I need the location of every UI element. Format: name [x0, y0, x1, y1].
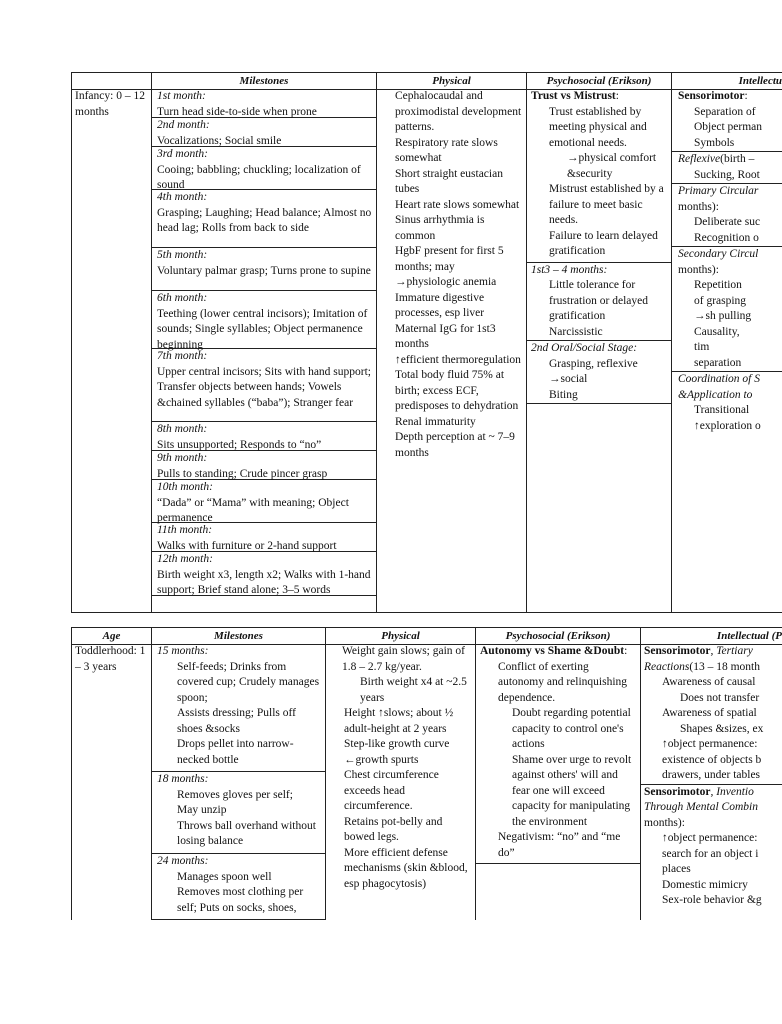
milestone-month-12: 12th month: Birth weight x3, length x2; Walks with 1-hand support; Brief stand alone; 3–5 words: [152, 552, 376, 596]
age-column: [72, 73, 152, 613]
intellectual-body: [672, 89, 782, 613]
toddler-physical-list: Weight gain slows; gain of 1.8 – 2.7 kg/year. Birth weight x4 at ~2.5 years Height ↑slows; about ½ adult-height at 2 years Step-like growth curve ←growth spurts Chest circumference exceeds head circumference. Retains pot-belly and bowed legs. More efficient defense mechanisms (skin &blood, esp phagocytosis): [342, 645, 468, 890]
secondary-circular-box: Secondary Circul months): Repetition of grasping →sh pulling Causality, tim separation: [672, 247, 782, 372]
physical-column: [377, 73, 527, 613]
age-cell: Infancy: 0 – 12 months: [75, 90, 145, 118]
psychosocial-header-2: Psychosocial (Erikson): [476, 628, 640, 645]
age-header-2: Age: [72, 628, 151, 645]
physical-item: Renal immaturity: [395, 415, 476, 428]
oral-social-stage-box: 2nd Oral/Social Stage: Grasping, reflexive →social Biting: [527, 341, 671, 404]
milestone-month-11: 11th month: Walks with furniture or 2-hand support: [152, 523, 376, 552]
physical-item: Maternal IgG for 1st3 months: [395, 322, 496, 350]
early-months-box: 1st3 – 4 months: Little tolerance for frustration or delayed gratification Narcissistic: [527, 263, 671, 342]
toddler-intellectual-body: [641, 644, 782, 920]
psychosocial-column-2: [476, 628, 641, 920]
milestone-month-3: 3rd month: Cooing; babbling; chuckling; localization of sound: [152, 147, 376, 190]
psychosocial-column: [527, 73, 672, 613]
physical-column-2: [326, 628, 476, 920]
physical-header: Physical: [377, 73, 526, 90]
physical-item: ↑efficient thermoregulation: [395, 353, 521, 366]
intellectual-header-2: Intellectual (P: [641, 628, 782, 645]
age-header: [72, 73, 151, 90]
trust-vs-mistrust-box: Trust vs Mistrust: Trust established by meeting physical and emotional needs. →physical comfort &security Mistrust established by a failure to meet basic needs. Failure to learn delayed gratification: [527, 89, 671, 263]
milestone-month-10: 10th month: “Dada” or “Mama” with meaning; Object permanence: [152, 480, 376, 523]
milestone-month-7: 7th month: Upper central incisors; Sits with hand support; Transfer objects between hands; Vowels &chained syllables (“baba”); Stranger fear: [152, 349, 376, 422]
physical-item: Immature digestive processes, esp liver: [395, 291, 485, 319]
physical-item: HgbF present for first 5 months; may →physiologic anemia: [395, 245, 504, 288]
milestones-body: [152, 89, 376, 613]
primary-circular-box: Primary Circular months): Deliberate suc Recognition o: [672, 184, 782, 247]
milestone-month-5: 5th month: Voluntary palmar grasp; Turns prone to supine: [152, 248, 376, 291]
table1-bottom-rule: [72, 612, 782, 613]
milestones-column: [152, 73, 377, 613]
milestone-month-6: 6th month: Teething (lower central incisors); Imitation of sounds; Single syllables; Object permanence beginning: [152, 291, 376, 349]
sensorimotor-box: Sensorimotor: Separation of Object perman Symbols: [672, 89, 782, 152]
tertiary-circular-box: Sensorimotor, Tertiary Reactions(13 – 18 month Awareness of causal Does not transfer Awareness of spatial Shapes &sizes, ex ↑object permanence: existence of objects b drawers, under tables: [641, 644, 782, 785]
physical-item: Heart rate slows somewhat: [395, 198, 520, 211]
physical-item: Sinus arrhythmia is common: [395, 214, 485, 242]
toddlerhood-table: [71, 627, 782, 920]
milestone-month-2: 2nd month: Vocalizations; Social smile: [152, 118, 376, 147]
toddler-psychosocial-body: [476, 644, 640, 920]
physical-header-2: Physical: [326, 628, 475, 645]
milestone-month-8: 8th month: Sits unsupported; Responds to “no”: [152, 422, 376, 451]
toddler-age-cell: Toddlerhood: 1 – 3 years: [75, 645, 146, 673]
trust-vs-mistrust-title: Trust vs Mistrust: [531, 90, 616, 102]
intellectual-column: [672, 73, 782, 613]
physical-item: Total body fluid 75% at birth; excess ECF, predisposes to dehydration: [395, 369, 519, 412]
physical-item: Respiratory rate slows somewhat: [395, 136, 498, 164]
inventions-box: Sensorimotor, Inventio Through Mental Combin months): ↑object permanence: search for an object i places Domestic mimicry Sex-role behavior &g: [644, 785, 762, 906]
milestone-24-months: 24 months: Manages spoon well Removes most clothing per self; Puts on socks, shoes,: [152, 854, 325, 920]
milestone-month-9: 9th month: Pulls to standing; Crude pincer grasp: [152, 451, 376, 480]
physical-list: [377, 89, 526, 613]
milestones-header: Milestones: [152, 73, 376, 90]
milestone-18-months: 18 months: Removes gloves per self; May unzip Throws ball overhand without losing balance: [152, 772, 325, 854]
physical-item: Depth perception at ~ 7–9 months: [395, 431, 515, 459]
age-column-2: [72, 628, 152, 920]
reflexive-box: Reflexive(birth – Sucking, Root: [672, 152, 782, 184]
autonomy-box: Autonomy vs Shame &Doubt: Conflict of exerting autonomy and relinquishing dependence. Doubt regarding potential capacity to control one's actions Shame over urge to revolt against others' will and fear one will exceed capacity for manipulating the environment Negativism: “no” and “me do”: [476, 644, 640, 864]
physical-item: Cephalocaudal and proximodistal development patterns.: [395, 90, 522, 133]
infancy-table: [71, 72, 782, 613]
coordination-box: Coordination of S &Application to Transitional ↑exploration o: [678, 373, 761, 432]
toddler-milestones-body: [152, 644, 325, 920]
milestone-month-4: 4th month: Grasping; Laughing; Head balance; Almost no head lag; Rolls from back to side: [152, 190, 376, 248]
psychosocial-body: [527, 89, 671, 613]
milestone-15-months: 15 months: Self-feeds; Drinks from covered cup; Crudely manages spoon; Assists dressing; Pulls off shoes &socks Drops pellet into narrow-necked bottle: [152, 644, 325, 772]
physical-item: Short straight eustacian tubes: [395, 167, 503, 195]
milestones-column-2: [152, 628, 326, 920]
milestone-month-1: 1st month: Turn head side-to-side when prone: [152, 89, 376, 118]
intellectual-header: Intellectu: [672, 73, 782, 90]
milestones-header-2: Milestones: [152, 628, 325, 645]
psychosocial-header: Psychosocial (Erikson): [527, 73, 671, 90]
intellectual-column-2: [641, 628, 782, 920]
